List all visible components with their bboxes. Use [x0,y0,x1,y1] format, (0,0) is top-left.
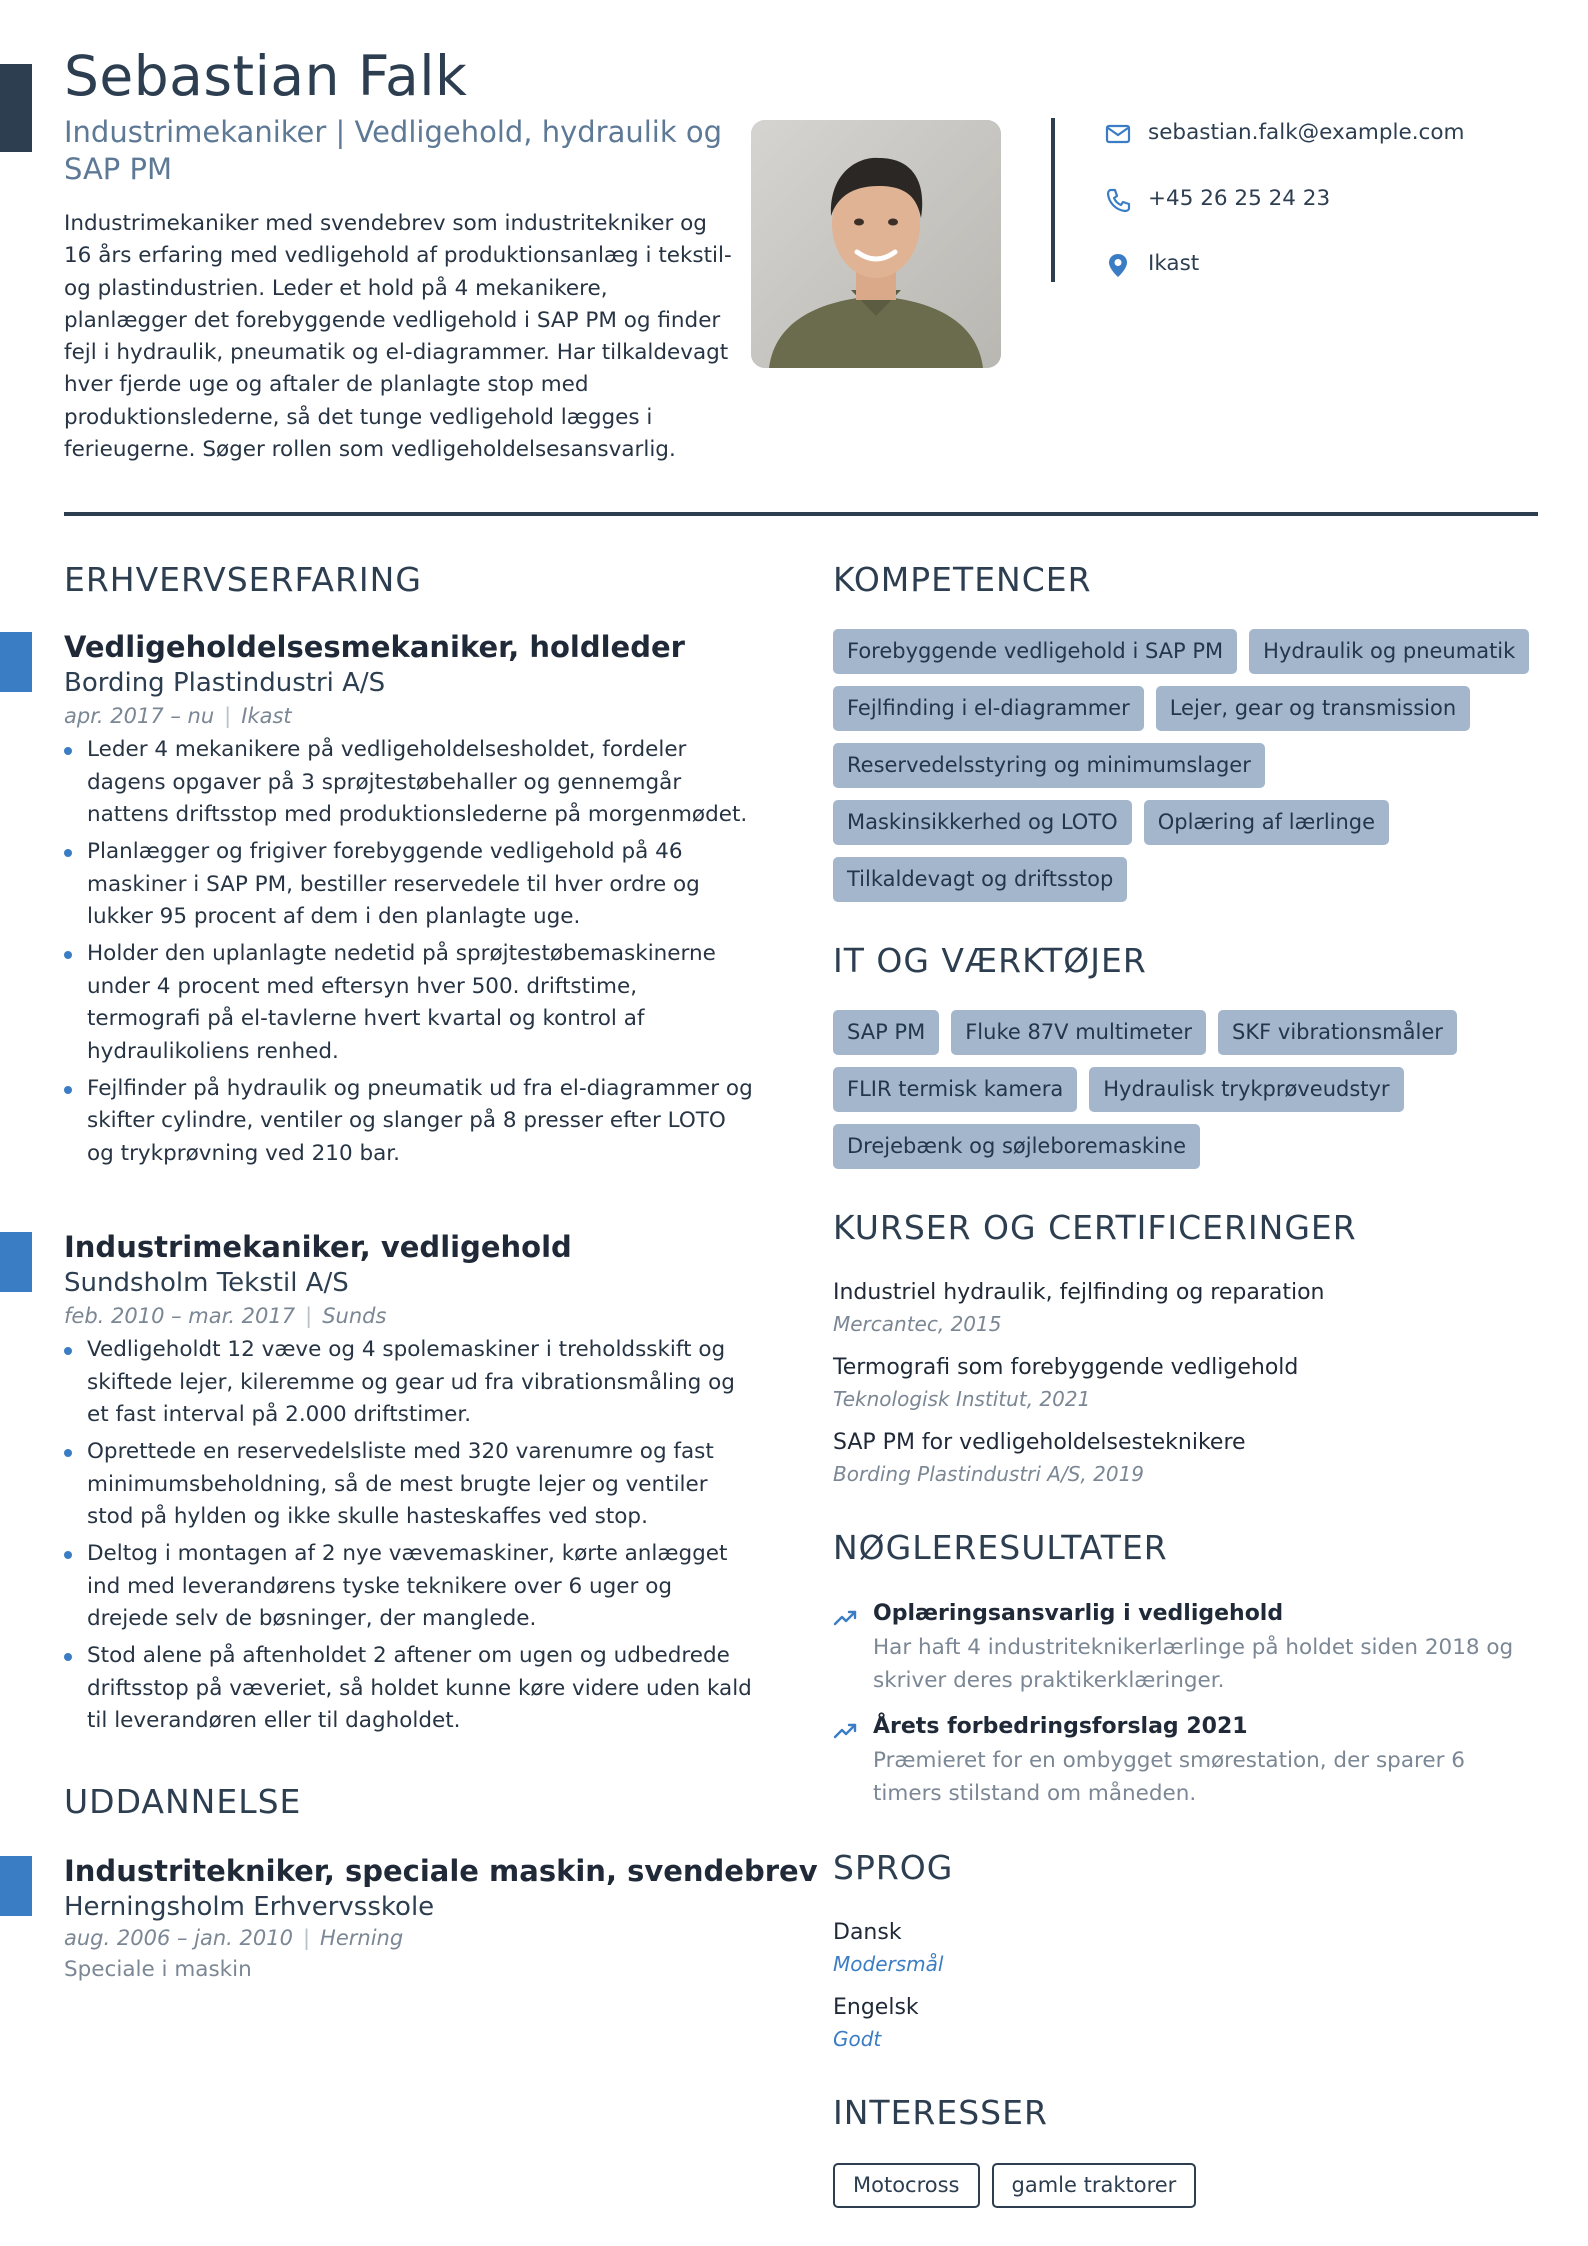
contact-location-text: Ikast [1148,251,1200,276]
job-bullets [64,1334,754,1742]
job-dates: feb. 2010 – mar. 2017 [64,1304,296,1328]
education-title: Industritekniker, speciale maskin, svendebrev [64,1854,818,1888]
result-description: Har haft 4 industriteknikerlærlinge på holdet siden 2018 og skriver deres praktikerklæringer. [873,1635,1514,1693]
trending-up-icon [833,1721,859,1741]
skill-tag: Tilkaldevagt og driftsstop [833,857,1127,902]
language-name: Engelsk [833,1995,919,2020]
contact-email[interactable] [1104,118,1564,148]
header-divider [64,512,1538,516]
course-provider: Bording Plastindustri A/S, 2019 [833,1462,1145,1486]
tool-tag: FLIR termisk kamera [833,1067,1077,1112]
mail-icon [1104,120,1132,148]
course-title: Industriel hydraulik, fejlfinding og reparation [833,1280,1325,1305]
candidate-name: Sebastian Falk [64,44,468,108]
section-heading-education: UDDANNELSE [64,1782,302,1821]
skills-tags [833,629,1533,902]
job-meta: apr. 2017 – nu | Ikast [64,704,292,728]
education-meta: aug. 2006 – jan. 2010 | Herning [64,1926,404,1950]
contact-phone[interactable] [1104,184,1564,214]
course-provider: Mercantec, 2015 [833,1312,1002,1336]
tool-tag: SAP PM [833,1010,939,1055]
list-item: Planlægger og frigiver forebyggende vedligehold på 46 maskiner i SAP PM, bestiller reservedele til hver ordre og lukker 95 procent af dem i den planlagte uge. [64,836,754,934]
course-title: Termografi som forebyggende vedligehold [833,1355,1299,1380]
skill-tag: Oplæring af lærlinge [1144,800,1389,845]
list-item: Holder den uplanlagte nedetid på sprøjtestøbemaskinerne under 4 procent med eftersyn hver 500. driftstime, termografi på el-tavlerne hvert kvartal og kontrol af hydraulikoliens renhed. [64,938,754,1068]
education-dates: aug. 2006 – jan. 2010 [64,1926,293,1950]
result-title: Oplæringsansvarlig i vedligehold [873,1601,1284,1626]
tool-tag: Hydraulisk trykprøveudstyr [1089,1067,1403,1112]
person-portrait-icon [751,120,1001,368]
course-title: SAP PM for vedligeholdelsesteknikere [833,1430,1246,1455]
map-pin-icon [1104,251,1132,279]
section-heading-skills: KOMPETENCER [833,560,1092,599]
section-heading-tools: IT OG VÆRKTØJER [833,941,1147,980]
job-company: Sundsholm Tekstil A/S [64,1268,349,1298]
education-school: Herningsholm Erhvervsskole [64,1892,435,1922]
tool-tag: Drejebænk og søjleboremaskine [833,1124,1200,1169]
interest-tags [833,2163,1533,2208]
contact-phone-text: +45 26 25 24 23 [1148,186,1331,211]
language-level: Modersmål [833,1952,944,1976]
tool-tag: SKF vibrationsmåler [1218,1010,1457,1055]
candidate-headline: Industrimekaniker | Vedligehold, hydraulik og SAP PM [64,115,723,186]
contact-email-text: sebastian.falk@example.com [1148,120,1465,145]
result-description: Præmieret for en ombygget smørestation, der sparer 6 timers stilstand om måneden. [873,1748,1465,1806]
job-location: Sunds [322,1304,387,1328]
language-level: Godt [833,2027,882,2051]
skill-tag: Fejlfinding i el-diagrammer [833,686,1144,731]
result-title: Årets forbedringsforslag 2021 [873,1714,1248,1739]
list-item: Oprettede en reservedelsliste med 320 varenumre og fast minimumsbeholdning, så de mest brugte lejer og ventiler stod på hylden og ikke skulle hasteskaffes ved stop. [64,1436,754,1534]
job-bullets [64,734,754,1175]
job-location: Ikast [241,704,292,728]
job-company: Bording Plastindustri A/S [64,668,386,698]
education-location: Herning [320,1926,404,1950]
job-meta: feb. 2010 – mar. 2017 | Sunds [64,1304,387,1328]
job-dates: apr. 2017 – nu [64,704,215,728]
section-heading-languages: SPROG [833,1848,954,1887]
section-heading-interests: INTERESSER [833,2093,1048,2132]
tool-tag: Fluke 87V multimeter [951,1010,1206,1055]
section-heading-courses: KURSER OG CERTIFICERINGER [833,1208,1357,1247]
section-heading-experience: ERHVERVSERFARING [64,560,422,599]
job-title: Vedligeholdelsesmekaniker, holdleder [64,630,685,664]
interest-tag: gamle traktorer [992,2163,1197,2208]
contact-location [1104,249,1564,279]
contact-divider [1051,118,1055,282]
trending-up-icon [833,1608,859,1628]
job-accent-bar [0,632,32,692]
list-item: Stod alene på aftenholdet 2 aftener om ugen og udbedrede driftsstop på væveriet, så holdet kunne køre videre uden kald til leverandøren eller til dagholdet. [64,1640,754,1738]
list-item: Fejlfinder på hydraulik og pneumatik ud fra el-diagrammer og skifter cylindre, ventiler og slanger på 8 presser efter LOTO og trykprøvning ved 210 bar. [64,1073,754,1171]
list-item: Vedligeholdt 12 væve og 4 spolemaskiner i treholdsskift og skiftede lejer, kileremme og gear ud fra vibrationsmåling og et fast interval på 2.000 driftstimer. [64,1334,754,1432]
skill-tag: Hydraulik og pneumatik [1249,629,1529,674]
education-note: Speciale i maskin [64,1957,252,1982]
interest-tag: Motocross [833,2163,980,2208]
profile-photo [751,120,1001,368]
job-title: Industrimekaniker, vedligehold [64,1230,572,1264]
education-accent-bar [0,1856,32,1916]
skill-tag: Lejer, gear og transmission [1156,686,1470,731]
course-provider: Teknologisk Institut, 2021 [833,1387,1091,1411]
profile-summary: Industrimekaniker med svendebrev som industritekniker og 16 års erfaring med vedligehold af produktionsanlæg i tekstil- og plastindustrien. Leder et hold på 4 mekanikere, planlægger det forebyggende vedligehold i SAP PM og finder fejl i hydraulik, pneumatik og el-diagrammer. Har tilkaldevagt hver fjerde uge og aftaler de planlagte stop med produktionslederne, så det tunge vedligehold lægges i ferieugerne. Søger rollen som vedligeholdelsesansvarlig. [64,211,732,463]
skill-tag: Maskinsikkerhed og LOTO [833,800,1132,845]
tools-tags [833,1010,1533,1169]
list-item: Leder 4 mekanikere på vedligeholdelsesholdet, fordeler dagens opgaver på 3 sprøjtestøbehaller og gennemgår nattens driftsstop med produktionslederne på morgenmødet. [64,734,754,832]
skill-tag: Reservedelsstyring og minimumslager [833,743,1265,788]
phone-icon [1104,186,1132,214]
skill-tag: Forebyggende vedligehold i SAP PM [833,629,1237,674]
list-item: Deltog i montagen af 2 nye vævemaskiner, kørte anlægget ind med leverandørens tyske teknikere over 6 uger og drejede selv de bøsninger, der manglede. [64,1538,754,1636]
header-accent-bar [0,64,32,152]
section-heading-results: NØGLERESULTATER [833,1528,1168,1567]
job-accent-bar [0,1232,32,1292]
language-name: Dansk [833,1920,902,1945]
